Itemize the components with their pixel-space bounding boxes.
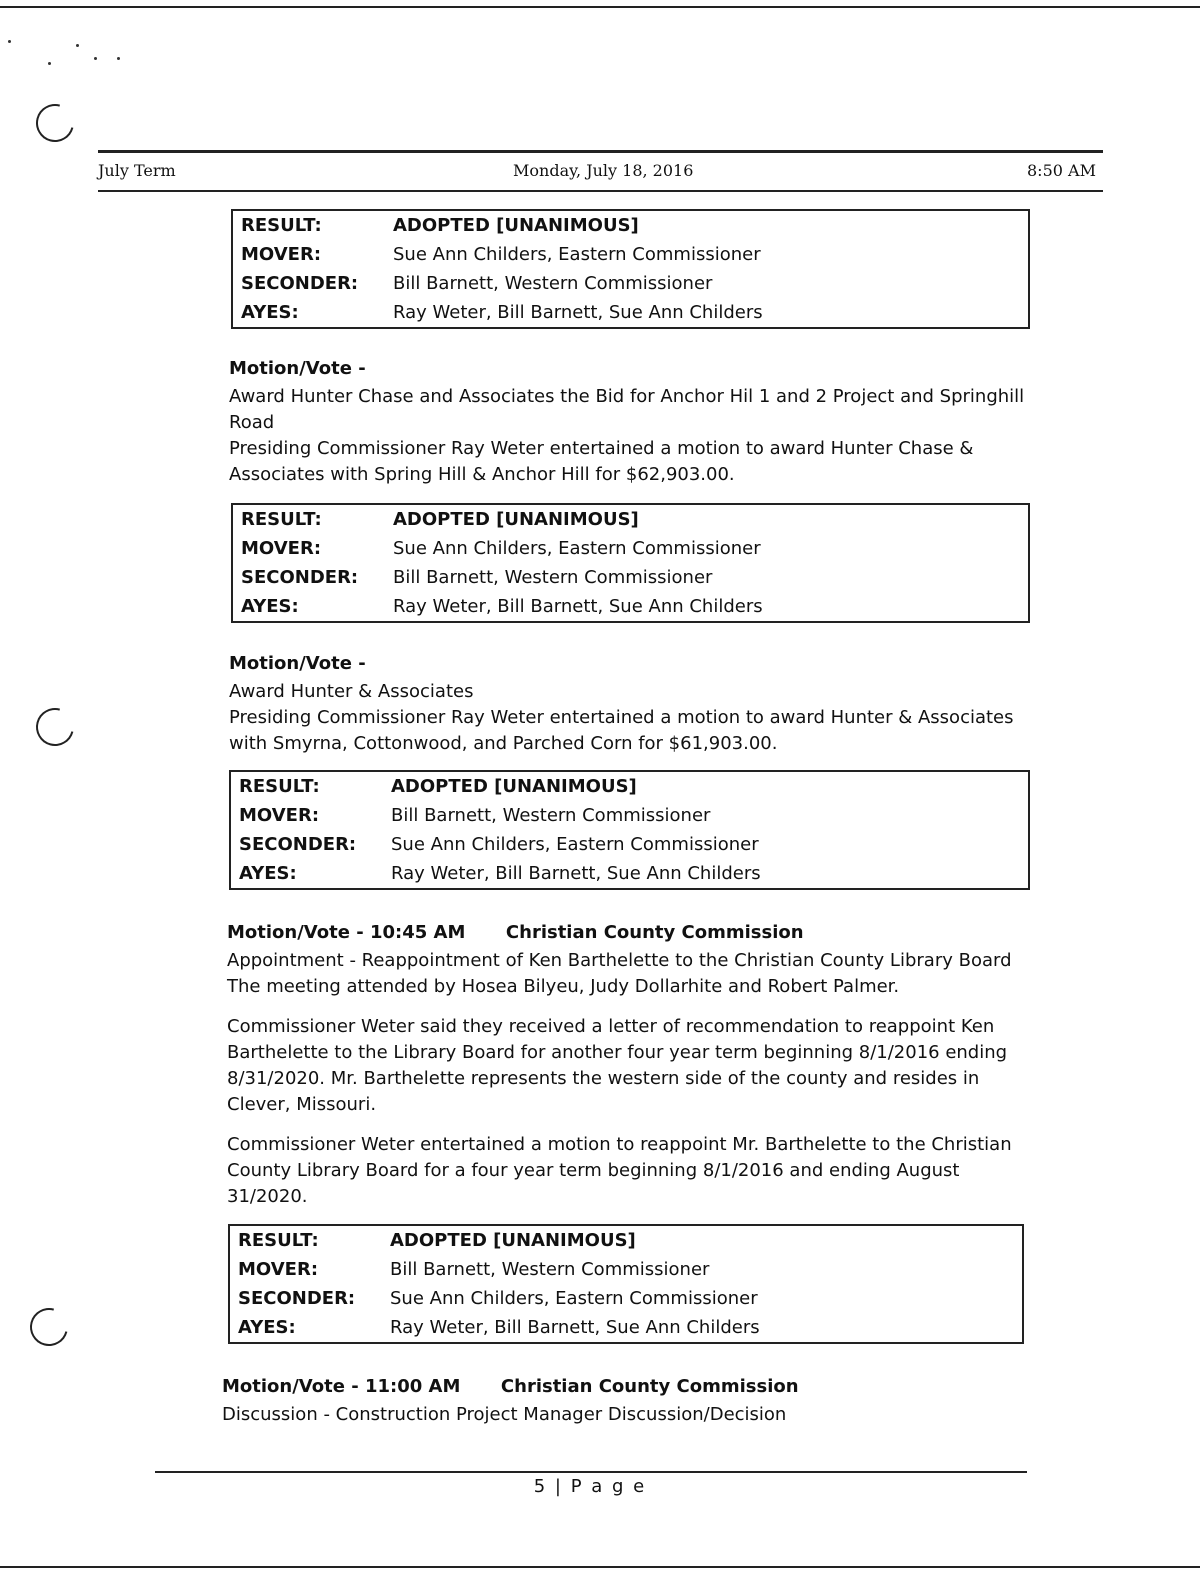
motion-label: Motion/Vote -: [227, 922, 364, 943]
ayes-label: AYES:: [241, 596, 299, 617]
motion-heading: [222, 1376, 799, 1397]
motion-body: Christian County Commission: [505, 922, 804, 943]
mover-row: [233, 534, 1028, 563]
result-label: RESULT:: [241, 509, 322, 530]
result-value: ADOPTED [UNANIMOUS]: [393, 509, 639, 530]
mover-label: MOVER:: [241, 244, 322, 265]
scan-top-edge: [0, 6, 1200, 8]
motion-label: Motion/Vote -: [222, 1376, 359, 1397]
punch-hole-icon: [29, 97, 81, 149]
mover-label: MOVER:: [239, 805, 320, 826]
mover-row: [231, 801, 1028, 830]
mover-label: MOVER:: [238, 1259, 319, 1280]
scan-speck: [117, 57, 120, 60]
header-rule: [98, 150, 1103, 153]
scan-speck: [48, 62, 51, 65]
ayes-value: Ray Weter, Bill Barnett, Sue Ann Childers: [390, 1317, 760, 1338]
mover-value: Sue Ann Childers, Eastern Commissioner: [393, 244, 761, 265]
seconder-row: [230, 1284, 1022, 1313]
ayes-label: AYES:: [238, 1317, 296, 1338]
result-label: RESULT:: [239, 776, 320, 797]
result-value: ADOPTED [UNANIMOUS]: [393, 215, 639, 236]
mover-value: Bill Barnett, Western Commissioner: [391, 805, 711, 826]
seconder-label: SECONDER:: [241, 273, 359, 294]
result-row: [231, 772, 1028, 801]
motion-heading: Motion/Vote -: [229, 653, 366, 674]
scan-speck: [94, 57, 97, 60]
motion-paragraph: Commissioner Weter entertained a motion to reappoint Mr. Barthelette to the Christian County Library Board for a four year term beginning 8/1/2016 and ending August 31/2020.: [227, 1134, 1012, 1207]
seconder-row: [233, 563, 1028, 592]
motion-time: 11:00 AM: [364, 1376, 461, 1397]
header-time: 8:50 AM: [1027, 161, 1096, 180]
vote-result-table: [231, 209, 1030, 329]
scan-speck: [8, 40, 11, 43]
result-label: RESULT:: [238, 1230, 319, 1251]
motion-body: Christian County Commission: [500, 1376, 799, 1397]
header-term: July Term: [98, 161, 176, 180]
footer-rule: [155, 1471, 1027, 1473]
motion-description: Appointment - Reappointment of Ken Barthelette to the Christian County Library Board The meeting attended by Hosea Bilyeu, Judy Dollarhite and Robert Palmer.: [227, 950, 1012, 997]
seconder-label: SECONDER:: [238, 1288, 356, 1309]
ayes-label: AYES:: [241, 302, 299, 323]
motion-time: 10:45 AM: [369, 922, 466, 943]
mover-value: Bill Barnett, Western Commissioner: [390, 1259, 710, 1280]
punch-hole-icon: [29, 701, 81, 753]
motion-heading: [227, 922, 804, 943]
seconder-row: [233, 269, 1028, 298]
seconder-value: Sue Ann Childers, Eastern Commissioner: [391, 834, 759, 855]
page-number: 5 | P a g e: [533, 1476, 647, 1497]
ayes-value: Ray Weter, Bill Barnett, Sue Ann Childers: [391, 863, 761, 884]
ayes-label: AYES:: [239, 863, 297, 884]
result-row: [233, 211, 1028, 240]
result-value: ADOPTED [UNANIMOUS]: [391, 776, 637, 797]
mover-row: [230, 1255, 1022, 1284]
result-row: [230, 1226, 1022, 1255]
punch-hole-icon: [23, 1301, 75, 1353]
result-row: [233, 505, 1028, 534]
mover-value: Sue Ann Childers, Eastern Commissioner: [393, 538, 761, 559]
ayes-row: [230, 1313, 1022, 1342]
ayes-row: [231, 859, 1028, 888]
vote-result-table: [231, 503, 1030, 623]
seconder-label: SECONDER:: [241, 567, 359, 588]
motion-heading: Motion/Vote -: [229, 358, 366, 379]
header-rule: [98, 190, 1103, 192]
vote-result-table: [229, 770, 1030, 890]
seconder-value: Bill Barnett, Western Commissioner: [393, 567, 713, 588]
seconder-row: [231, 830, 1028, 859]
seconder-value: Bill Barnett, Western Commissioner: [393, 273, 713, 294]
scan-bottom-edge: [0, 1566, 1200, 1568]
header-date: Monday, July 18, 2016: [513, 161, 694, 180]
motion-description: Discussion - Construction Project Manager Discussion/Decision: [222, 1404, 787, 1425]
ayes-value: Ray Weter, Bill Barnett, Sue Ann Childers: [393, 596, 763, 617]
result-label: RESULT:: [241, 215, 322, 236]
motion-description: Award Hunter Chase and Associates the Bid for Anchor Hil 1 and 2 Project and Springhill Road Presiding Commissioner Ray Weter entertained a motion to award Hunter Chase & Associates with Spring Hill & Anchor Hill for $62,903.00.: [229, 386, 1025, 485]
mover-row: [233, 240, 1028, 269]
motion-description: Award Hunter & Associates Presiding Commissioner Ray Weter entertained a motion to award Hunter & Associates with Smyrna, Cottonwood, and Parched Corn for $61,903.00.: [229, 681, 1014, 754]
vote-result-table: [228, 1224, 1024, 1344]
seconder-value: Sue Ann Childers, Eastern Commissioner: [390, 1288, 758, 1309]
ayes-value: Ray Weter, Bill Barnett, Sue Ann Childers: [393, 302, 763, 323]
mover-label: MOVER:: [241, 538, 322, 559]
ayes-row: [233, 298, 1028, 327]
scan-speck: [76, 44, 79, 47]
ayes-row: [233, 592, 1028, 621]
seconder-label: SECONDER:: [239, 834, 357, 855]
motion-paragraph: Commissioner Weter said they received a letter of recommendation to reappoint Ken Barthelette to the Library Board for another four year term beginning 8/1/2016 ending 8/31/2020. Mr. Barthelette represents the western side of the county and resides in Clever, Missouri.: [227, 1016, 1008, 1115]
result-value: ADOPTED [UNANIMOUS]: [390, 1230, 636, 1251]
